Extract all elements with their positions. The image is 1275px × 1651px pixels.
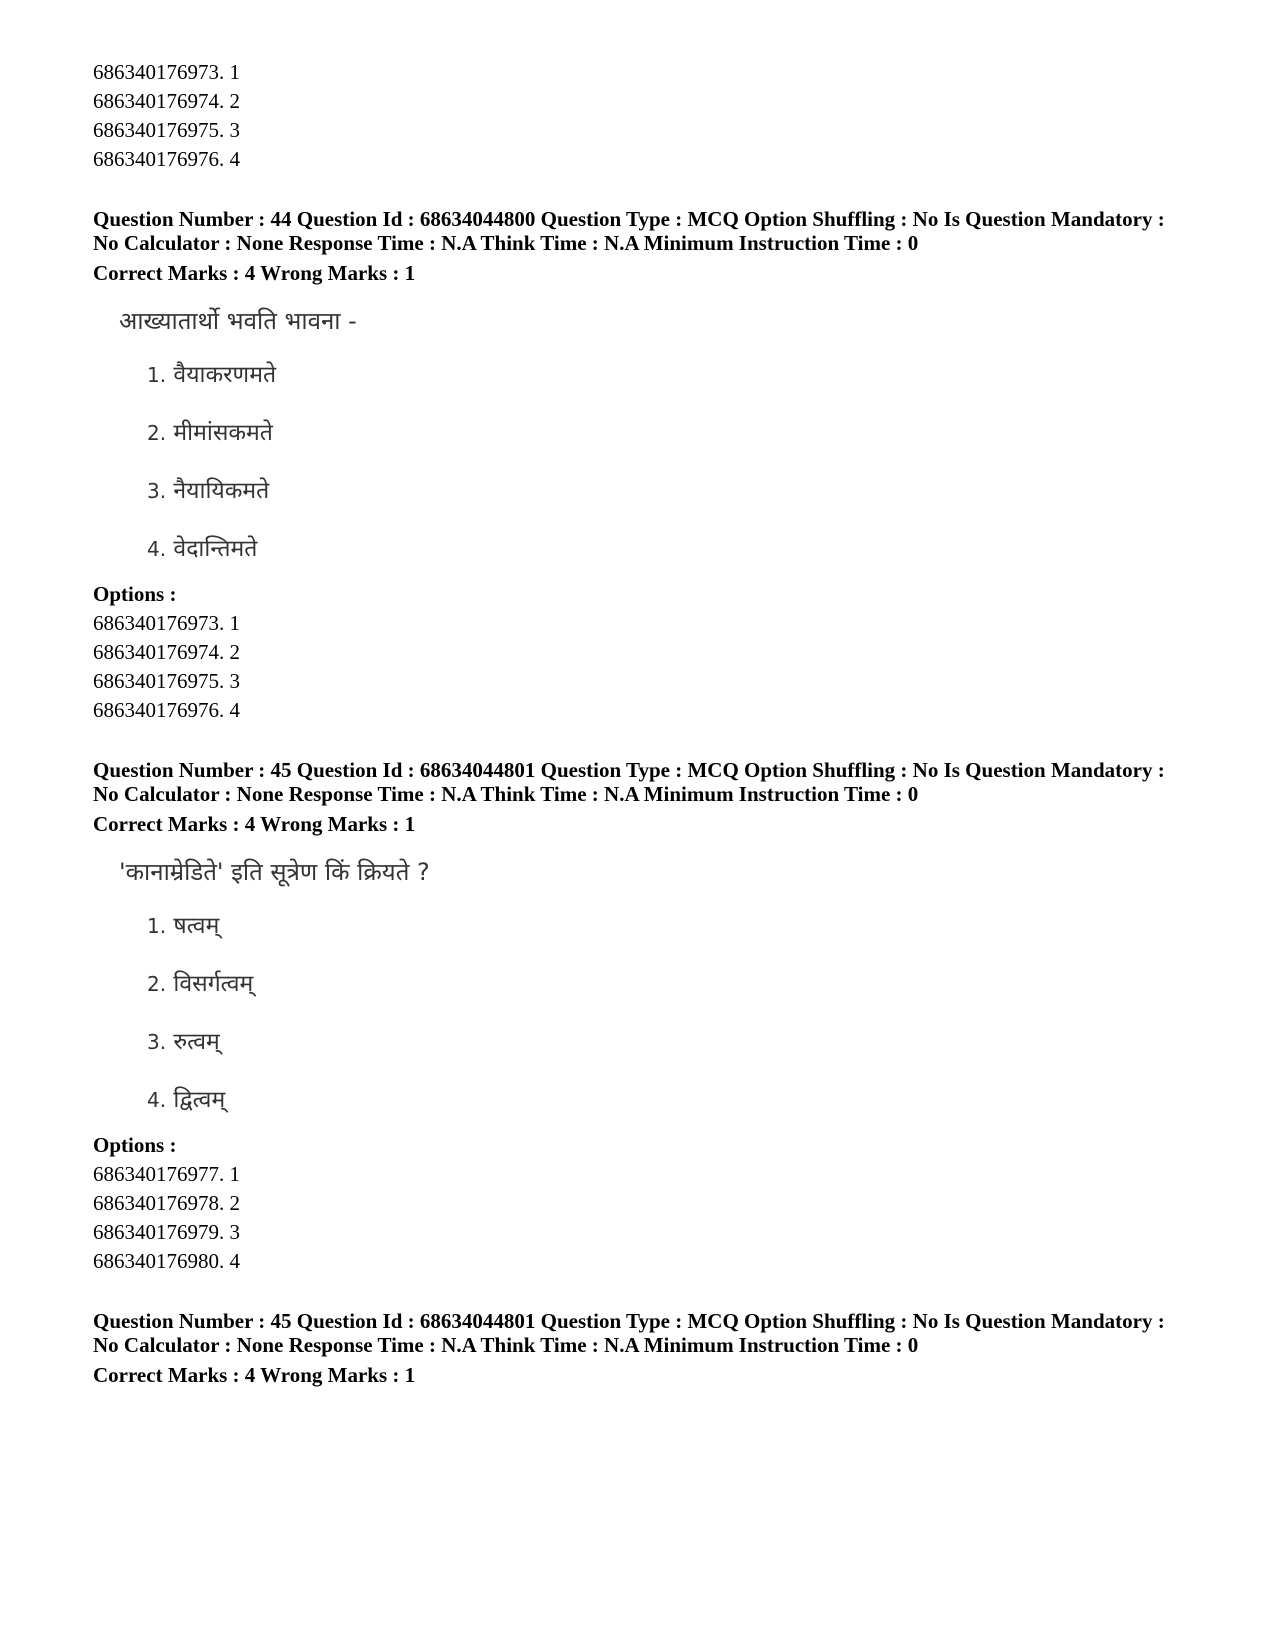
- question-meta-line: Question Number : 44 Question Id : 68634044800 Question Type : MCQ Option Shuffling : No Is Question Mandatory :: [93, 207, 1165, 231]
- carryover-options: [93, 58, 1213, 174]
- question-choice: 3. रुत्वम्: [147, 1029, 220, 1055]
- question-meta: [93, 207, 1213, 255]
- question-meta-line: No Calculator : None Response Time : N.A Think Time : N.A Minimum Instruction Time : 0: [93, 782, 919, 806]
- option-line: 686340176975. 3: [93, 669, 240, 693]
- question-meta-line: Question Number : 45 Question Id : 68634044801 Question Type : MCQ Option Shuffling : No Is Question Mandatory :: [93, 1309, 1165, 1333]
- question-choice: 4. वेदान्तिमते: [147, 536, 258, 562]
- question-block-trailing: [93, 1309, 1213, 1390]
- question-stem: 'कानाम्रेडिते' इति सूत्रेण किं क्रियते ?: [119, 858, 430, 886]
- document-page: [93, 58, 1213, 1390]
- question-marks: Correct Marks : 4 Wrong Marks : 1: [93, 1363, 416, 1387]
- question-marks: Correct Marks : 4 Wrong Marks : 1: [93, 812, 416, 836]
- question-choice: 2. मीमांसकमते: [147, 420, 273, 446]
- options-label: Options :: [93, 582, 177, 606]
- question-meta-line: Question Number : 45 Question Id : 68634044801 Question Type : MCQ Option Shuffling : No Is Question Mandatory :: [93, 758, 1165, 782]
- option-line: 686340176977. 1: [93, 1162, 240, 1186]
- option-line: 686340176973. 1: [93, 60, 240, 84]
- option-line: 686340176980. 4: [93, 1249, 240, 1273]
- question-block-45: [93, 758, 1213, 1276]
- options-label: Options :: [93, 1133, 177, 1157]
- option-line: 686340176974. 2: [93, 89, 240, 113]
- option-line: 686340176974. 2: [93, 640, 240, 664]
- question-stem: आख्यातार्थो भवति भावना -: [119, 307, 357, 335]
- option-line: 686340176976. 4: [93, 698, 240, 722]
- option-line: 686340176978. 2: [93, 1191, 240, 1215]
- question-choice: 1. वैयाकरणमते: [147, 362, 277, 388]
- option-line: 686340176979. 3: [93, 1220, 240, 1244]
- question-choice: 2. विसर्गत्वम्: [147, 971, 254, 997]
- option-line: 686340176975. 3: [93, 118, 240, 142]
- question-marks: Correct Marks : 4 Wrong Marks : 1: [93, 261, 416, 285]
- question-content: [119, 855, 1213, 1117]
- question-meta-line: No Calculator : None Response Time : N.A Think Time : N.A Minimum Instruction Time : 0: [93, 231, 919, 255]
- option-line: 686340176976. 4: [93, 147, 240, 171]
- question-meta-line: No Calculator : None Response Time : N.A Think Time : N.A Minimum Instruction Time : 0: [93, 1333, 919, 1357]
- question-choice: 1. षत्वम्: [147, 913, 220, 939]
- option-line: 686340176973. 1: [93, 611, 240, 635]
- question-content: [119, 304, 1213, 566]
- question-choice: 4. द्वित्वम्: [147, 1087, 226, 1113]
- question-choice: 3. नैयायिकमते: [147, 478, 270, 504]
- question-meta: [93, 1309, 1213, 1357]
- question-meta: [93, 758, 1213, 806]
- question-block-44: [93, 207, 1213, 725]
